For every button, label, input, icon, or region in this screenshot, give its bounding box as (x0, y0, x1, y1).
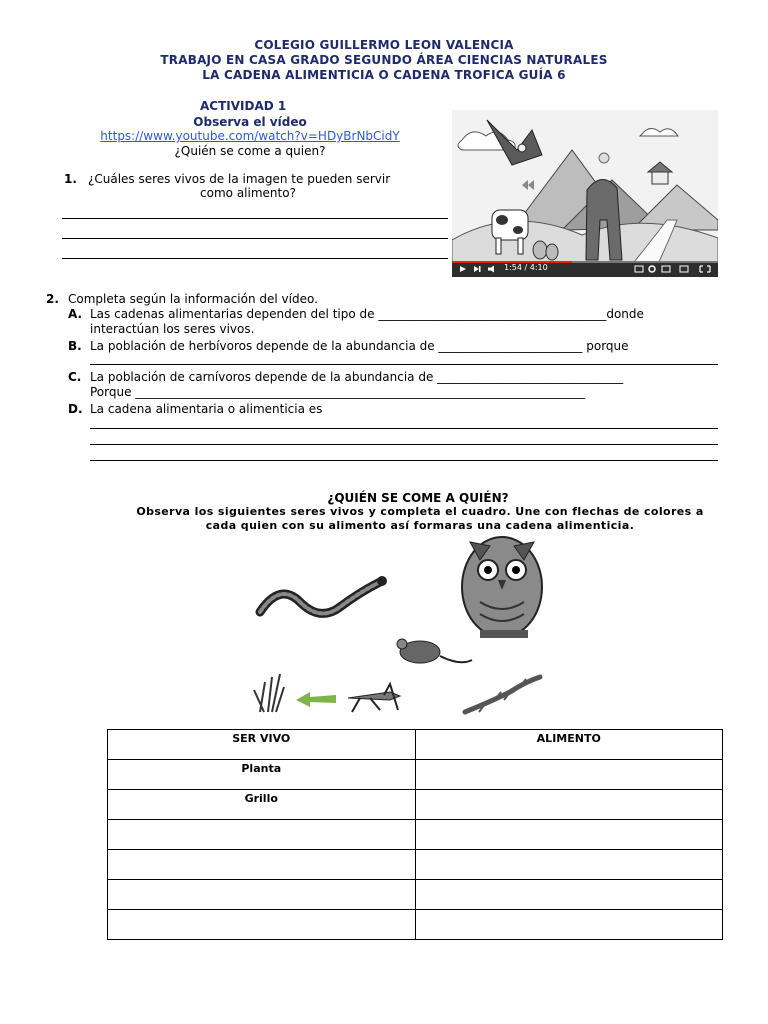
table-header-ser-vivo: SER VIVO (108, 730, 416, 760)
q2-b-text: La población de herbívoros depende de la abundancia de ________________________ porque (90, 339, 629, 353)
q2-d-text: La cadena alimentaria o alimenticia es (90, 402, 323, 416)
table-header-row (108, 730, 723, 760)
section2-title: ¿QUIÉN SE COME A QUIÉN? (327, 491, 509, 505)
table-row (108, 850, 723, 880)
q2-c-text: La población de carnívoros depende de la abundancia de _______________________________ (90, 370, 624, 384)
q2-a-text: Las cadenas alimentarias dependen del tipo de ______________________________________donde (90, 307, 644, 321)
table-cell[interactable] (415, 880, 723, 910)
table-cell[interactable] (415, 820, 723, 850)
table-cell[interactable] (108, 910, 416, 940)
food-chain-illustration (240, 532, 560, 722)
cast-icon[interactable] (680, 266, 688, 272)
video-illustration (452, 110, 718, 277)
answer-line[interactable] (62, 238, 448, 239)
play-icon[interactable] (460, 266, 466, 272)
table-cell[interactable] (108, 850, 416, 880)
q2-d-label: D. (68, 402, 83, 416)
guide-title: LA CADENA ALIMENTICIA O CADENA TROFICA GUÍA 6 (202, 68, 566, 82)
owl-icon (462, 537, 542, 638)
activity-title: ACTIVIDAD 1 (200, 99, 287, 113)
observe-label: Observa el vídeo (193, 115, 307, 129)
table-row (108, 820, 723, 850)
table-cell[interactable]: Planta (108, 760, 416, 790)
food-chain-table (107, 729, 723, 940)
work-title: TRABAJO EN CASA GRADO SEGUNDO ÁREA CIENCIAS NATURALES (160, 53, 608, 67)
table-row (108, 880, 723, 910)
green-arrow-icon (296, 692, 336, 707)
q2-c-label: C. (68, 370, 82, 384)
q2-a-text2: interactúan los seres vivos. (90, 322, 255, 336)
answer-line[interactable] (62, 218, 448, 219)
school-name: COLEGIO GUILLERMO LEON VALENCIA (254, 38, 514, 52)
grasshopper-icon (348, 684, 400, 712)
video-link[interactable]: https://www.youtube.com/watch?v=HDyBrNbCidY (100, 129, 400, 143)
q1-number: 1. (64, 172, 77, 186)
q2-number: 2. (46, 292, 59, 306)
table-cell[interactable] (108, 820, 416, 850)
table-cell[interactable] (415, 910, 723, 940)
q2-b-label: B. (68, 339, 82, 353)
table-row (108, 910, 723, 940)
fullscreen-icon[interactable] (700, 266, 710, 272)
video-controls-bar (452, 261, 718, 277)
q2-c-text2: Porque ___________________________________________________________________________ (90, 385, 586, 399)
lizard-icon (465, 677, 540, 712)
q1-text-line1: ¿Cuáles seres vivos de la imagen te pueden servir (88, 172, 391, 186)
table-row (108, 790, 723, 820)
mouse-icon (397, 639, 472, 663)
question-subtitle: ¿Quién se come a quien? (174, 144, 326, 158)
q1-text-line2: como alimento? (200, 186, 296, 200)
table-cell[interactable] (108, 880, 416, 910)
video-time: 1:54 / 4:10 (504, 263, 548, 272)
settings-icon[interactable] (649, 266, 655, 272)
section2-instructions-line2: cada quien con su alimento así formaras una cadena alimenticia. (205, 519, 635, 532)
table-cell[interactable]: Grillo (108, 790, 416, 820)
miniplayer-icon[interactable] (662, 266, 670, 272)
table-header-alimento: ALIMENTO (415, 730, 723, 760)
table-cell[interactable] (415, 850, 723, 880)
answer-line[interactable] (90, 444, 718, 445)
snake-icon (260, 576, 387, 613)
table-cell[interactable] (415, 760, 723, 790)
subtitles-icon[interactable] (635, 266, 643, 272)
answer-line[interactable] (90, 428, 718, 429)
video-player[interactable] (452, 110, 718, 277)
table-row (108, 760, 723, 790)
answer-line[interactable] (62, 258, 448, 259)
q2-intro: Completa según la información del vídeo. (68, 292, 318, 306)
q2-a-label: A. (68, 307, 83, 321)
table-cell[interactable] (415, 790, 723, 820)
answer-line[interactable] (90, 364, 718, 365)
volume-icon[interactable] (488, 266, 494, 273)
grass-icon (254, 674, 284, 712)
section2-instructions-line1: Observa los siguientes seres vivos y completa el cuadro. Une con flechas de colores a (136, 505, 704, 518)
next-icon[interactable] (474, 266, 481, 272)
answer-line[interactable] (90, 460, 718, 461)
